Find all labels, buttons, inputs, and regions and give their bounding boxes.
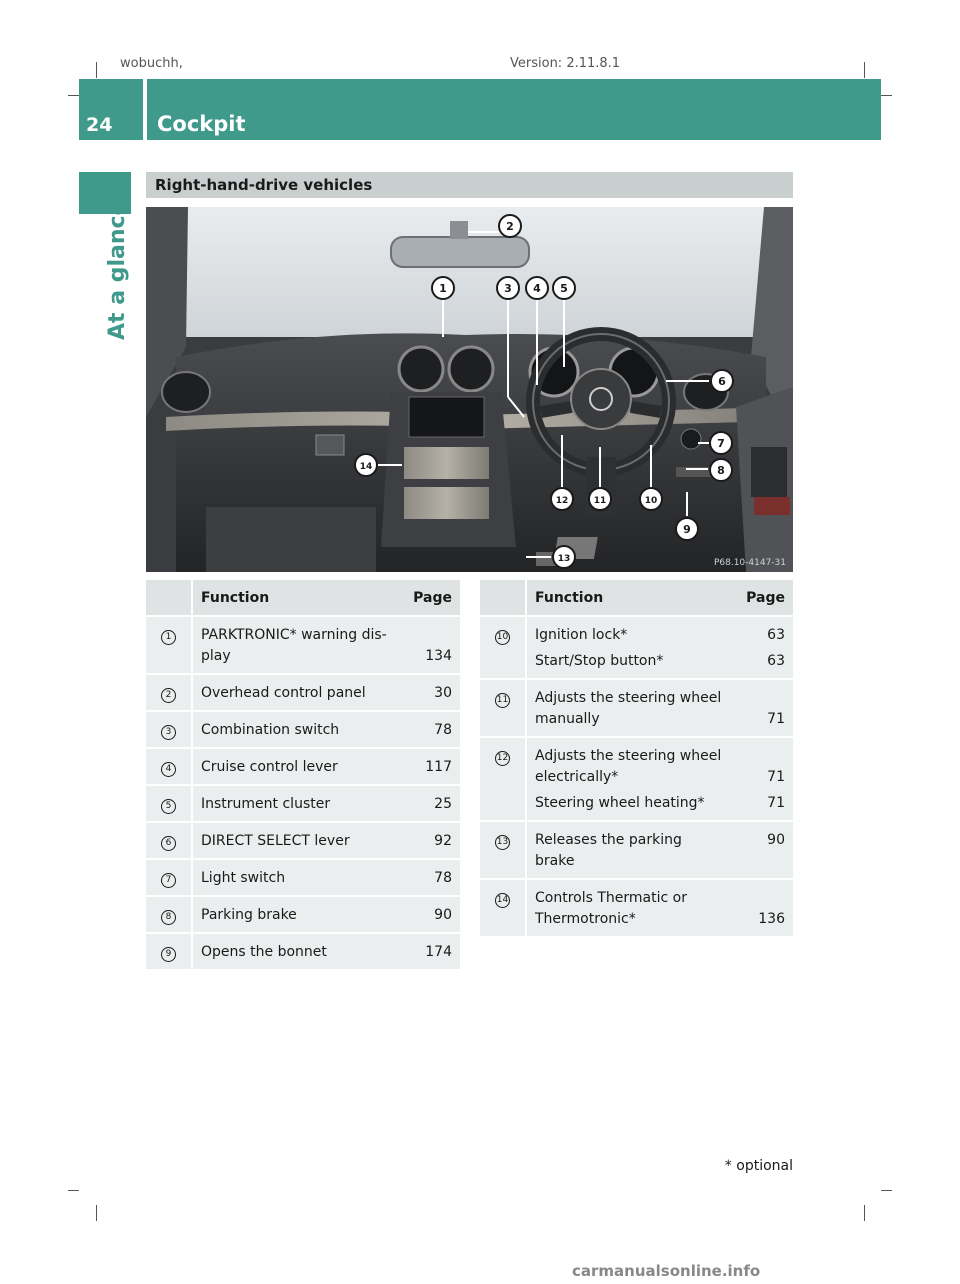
item-number [146,859,192,896]
page-ref: 174 [425,944,452,960]
print-meta-right: Version: 2.11.8.1 [510,56,621,71]
page-ref: 63 [767,627,785,643]
page-cell [400,616,460,674]
function-cell [526,879,733,937]
item-number [146,748,192,785]
function-text: Parking brake [201,907,297,923]
function-cell [526,616,733,679]
callout-6 [711,370,733,392]
svg-text:7: 7 [717,437,725,450]
table-header-num [480,580,526,616]
svg-text:4: 4 [533,282,541,295]
item-number [146,616,192,674]
function-text: Combination switch [201,722,340,738]
function-cell [192,822,400,859]
page-ref: 71 [767,769,785,785]
page-ref: 90 [434,907,452,923]
page-cell [400,711,460,748]
function-text: Controls Thermatic or [535,890,687,906]
function-cell [526,737,733,821]
callout-5 [553,277,575,299]
page-cell [400,748,460,785]
function-cell [526,679,733,737]
callout-12 [551,488,573,510]
crop-mark [96,1205,97,1221]
page-cell [733,679,793,737]
page-ref: 134 [425,648,452,664]
function-text: Thermotronic* [535,911,636,927]
page-ref: 78 [434,722,452,738]
item-number-badge: 4 [161,762,176,777]
header-divider [143,79,147,140]
function-cell [526,821,733,879]
figure-code: P68.10-4147-31 [713,558,786,568]
callout-7 [710,432,732,454]
function-text: Light switch [201,870,286,886]
function-text: Adjusts the steering wheel [535,748,722,764]
page-ref: 63 [767,653,785,669]
function-cell [192,896,400,933]
page-ref [741,746,785,767]
table-row [480,879,793,937]
item-number-badge: 11 [495,693,510,708]
table-body-right [480,616,793,937]
page-cell [733,737,793,821]
page-ref [741,688,785,709]
crop-mark [68,1190,79,1191]
page-cell [400,859,460,896]
function-text: Cruise control lever [201,759,338,775]
svg-text:13: 13 [557,554,571,564]
item-number-badge: 14 [495,893,510,908]
item-number [480,821,526,879]
item-number-badge: 3 [161,725,176,740]
callout-13 [553,546,575,568]
item-number-badge: 13 [495,835,510,850]
page-ref: 136 [758,911,785,927]
table-header-function: Function [526,580,733,616]
svg-text:9: 9 [683,523,691,536]
crop-mark [864,1205,865,1221]
page-ref [408,625,452,646]
item-number-badge: 6 [161,836,176,851]
svg-text:10: 10 [644,496,658,506]
function-text: Adjusts the steering wheel [535,690,722,706]
svg-text:1: 1 [439,282,447,295]
item-number-badge: 12 [495,751,510,766]
item-number [146,896,192,933]
table-row [146,896,460,933]
page-ref: 78 [434,870,452,886]
crop-mark [68,95,79,96]
footnote: * optional [724,1158,793,1174]
function-table-right [480,580,793,938]
side-tab-label: At a glance [105,200,130,340]
table-header-page: Page [733,580,793,616]
table-row [480,821,793,879]
function-cell [192,711,400,748]
page-title: Cockpit [157,112,246,136]
callout-9 [676,518,698,540]
item-number-badge: 5 [161,799,176,814]
function-text: PARKTRONIC* warning dis- [201,627,387,643]
item-number-badge: 10 [495,630,510,645]
item-number [146,933,192,970]
svg-text:8: 8 [717,464,725,477]
callout-2 [499,215,521,237]
page-ref: 71 [767,711,785,727]
callout-8 [710,459,732,481]
page-ref: 92 [434,833,452,849]
page-number: 24 [86,114,113,136]
function-cell [192,933,400,970]
function-text: DIRECT SELECT lever [201,833,350,849]
page-cell [400,785,460,822]
page-ref: 90 [767,832,785,848]
function-table-left [146,580,460,971]
function-text: electrically* [535,769,619,785]
table-row [146,748,460,785]
function-cell [192,785,400,822]
function-text: Ignition lock* [535,627,628,643]
item-number-badge: 8 [161,910,176,925]
callout-4 [526,277,548,299]
page-ref: 117 [425,759,452,775]
page-cell [733,879,793,937]
table-row [146,785,460,822]
table-row [146,616,460,674]
function-text: Releases the parking brake [535,832,682,869]
section-title: Right-hand-drive vehicles [155,176,373,194]
callout-10 [640,488,662,510]
svg-text:14: 14 [359,462,373,472]
cockpit-illustration [146,207,793,572]
page-ref [741,888,785,909]
watermark: carmanualsonline.info [572,1262,761,1280]
cockpit-figure [146,207,793,572]
svg-text:2: 2 [506,220,514,233]
function-cell [192,674,400,711]
item-number-badge: 9 [161,947,176,962]
page-ref: 71 [767,795,785,811]
table-row [480,616,793,679]
function-text: play [201,648,231,664]
table-row [480,679,793,737]
page-cell [400,674,460,711]
crop-mark [881,95,892,96]
page-cell [733,616,793,679]
item-number [146,822,192,859]
item-number [146,785,192,822]
item-number-badge: 1 [161,630,176,645]
table-header-function: Function [192,580,400,616]
table-row [146,859,460,896]
function-text: Steering wheel heating* [535,795,705,811]
function-text: Opens the bonnet [201,944,327,960]
item-number [480,679,526,737]
svg-text:6: 6 [718,375,726,388]
page-cell [400,896,460,933]
crop-mark [96,62,97,78]
table-header-page: Page [400,580,460,616]
item-number [146,711,192,748]
function-text: Overhead control panel [201,685,366,701]
function-cell [192,616,400,674]
table-row [146,822,460,859]
page-cell [733,821,793,879]
item-number [480,879,526,937]
svg-text:12: 12 [555,496,569,506]
svg-text:5: 5 [560,282,568,295]
item-number [480,616,526,679]
callout-11 [589,488,611,510]
item-number-badge: 2 [161,688,176,703]
print-meta-left: wobuchh, [120,56,183,71]
item-number [480,737,526,821]
table-row [146,933,460,970]
crop-mark [864,62,865,78]
callout-3 [497,277,519,299]
page-ref: 25 [434,796,452,812]
table-header-num [146,580,192,616]
page-ref: 30 [434,685,452,701]
function-text: Instrument cluster [201,796,331,812]
function-cell [192,859,400,896]
table-row [146,674,460,711]
crop-mark [881,1190,892,1191]
page-cell [400,933,460,970]
page-cell [400,822,460,859]
svg-text:11: 11 [593,496,607,506]
function-text: Start/Stop button* [535,653,664,669]
function-text: manually [535,711,600,727]
table-row [146,711,460,748]
item-number [146,674,192,711]
item-number-badge: 7 [161,873,176,888]
table-body-left [146,616,460,970]
svg-text:3: 3 [504,282,512,295]
callout-1 [432,277,454,299]
table-row [480,737,793,821]
callout-14 [355,454,377,476]
function-cell [192,748,400,785]
